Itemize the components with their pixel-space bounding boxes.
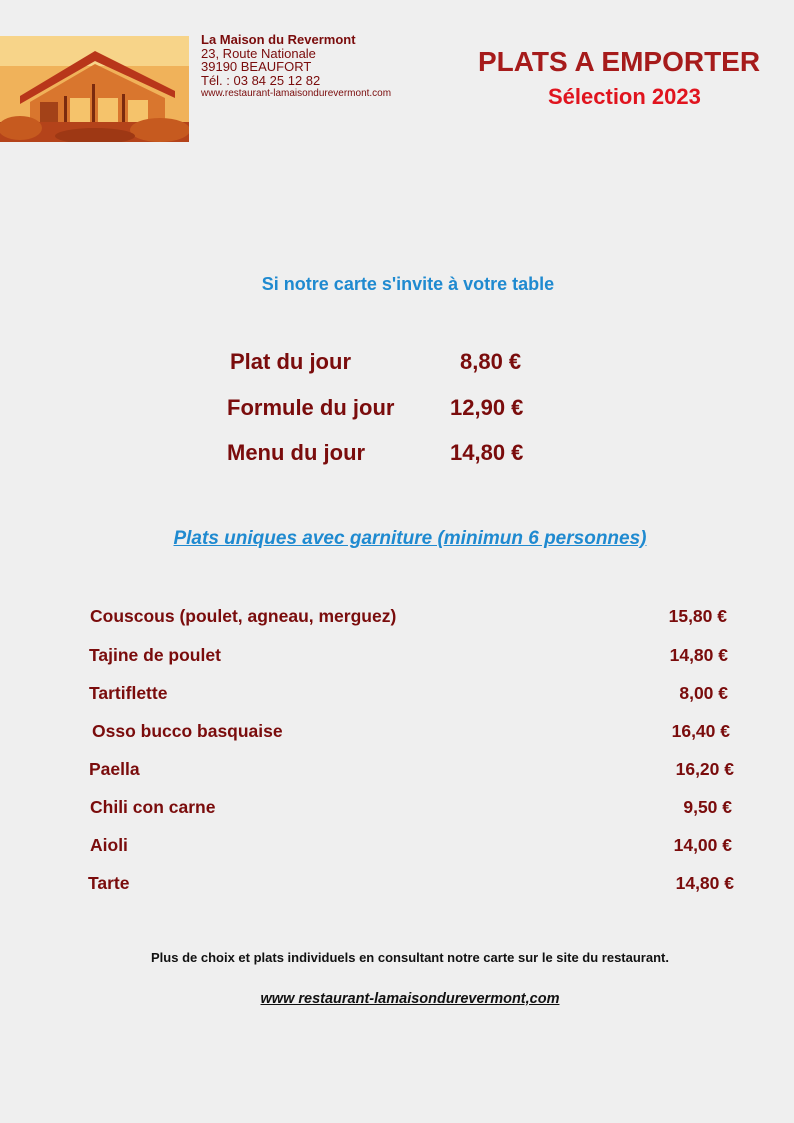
dish-price: 14,80 € bbox=[675, 873, 734, 893]
dish-name: Chili con carne bbox=[90, 797, 216, 817]
daily-offer-label: Menu du jour bbox=[227, 440, 366, 465]
daily-offer-label: Formule du jour bbox=[227, 395, 395, 420]
dish-price: 16,20 € bbox=[675, 759, 734, 779]
dish-name: Paella bbox=[89, 759, 140, 779]
header-website-link[interactable]: www.restaurant-lamaisondurevermont.com bbox=[201, 88, 392, 99]
address-line-2: 39190 BEAUFORT bbox=[201, 59, 312, 74]
dish-price: 16,40 € bbox=[671, 721, 730, 741]
restaurant-name: La Maison du Revermont bbox=[201, 32, 356, 47]
dish-price: 15,80 € bbox=[668, 606, 727, 626]
intro-text: Si notre carte s'invite à votre table bbox=[261, 274, 555, 294]
daily-offer-label: Plat du jour bbox=[230, 349, 351, 374]
dish-name: Tarte bbox=[88, 873, 130, 893]
footer-note: Plus de choix et plats individuels en consultant notre carte sur le site du restaurant. bbox=[151, 950, 669, 965]
section-title: Plats uniques avec garniture (minimun 6 personnes) bbox=[173, 528, 647, 549]
page-subtitle: Sélection 2023 bbox=[548, 84, 701, 109]
footer-website-link[interactable]: www restaurant-lamaisondurevermont,com bbox=[260, 991, 560, 1007]
dish-name: Tajine de poulet bbox=[89, 645, 221, 665]
dish-name: Tartiflette bbox=[89, 683, 168, 703]
daily-offer-price: 12,90 € bbox=[450, 395, 524, 420]
dish-name: Aioli bbox=[90, 835, 128, 855]
dish-name: Osso bucco basquaise bbox=[92, 721, 283, 741]
address-block bbox=[201, 33, 391, 101]
daily-offer-price: 8,80 € bbox=[460, 349, 522, 374]
page-title: PLATS A EMPORTER bbox=[478, 46, 761, 77]
dish-price: 14,00 € bbox=[673, 835, 732, 855]
phone-number: Tél. : 03 84 25 12 82 bbox=[201, 72, 321, 88]
dish-price: 14,80 € bbox=[669, 645, 728, 665]
daily-offer-price: 14,80 € bbox=[450, 440, 524, 465]
dish-price: 9,50 € bbox=[683, 797, 732, 817]
dish-price: 8,00 € bbox=[679, 683, 728, 703]
dish-name: Couscous (poulet, agneau, merguez) bbox=[90, 606, 397, 626]
address-line-1: 23, Route Nationale bbox=[201, 45, 316, 61]
restaurant-illustration bbox=[0, 36, 189, 142]
